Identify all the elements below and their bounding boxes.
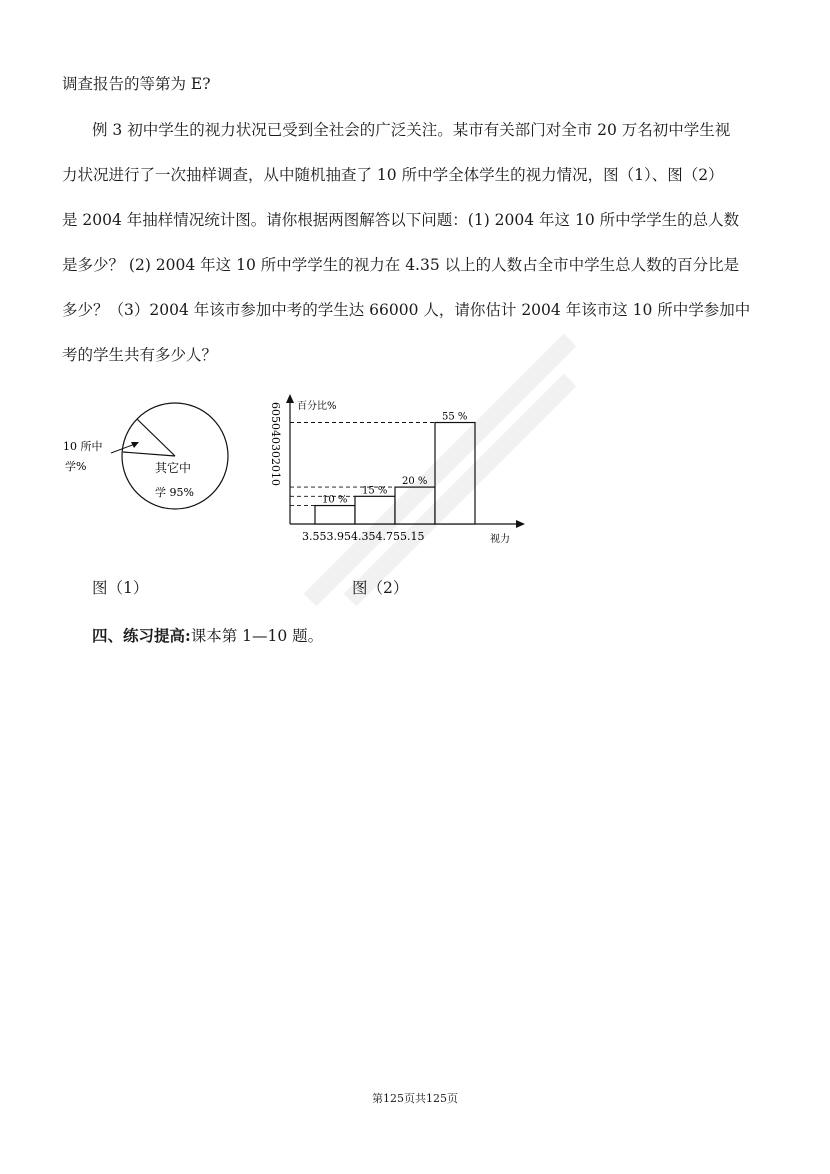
example-line-3: 是 2004 年抽样情况统计图。请你根据两图解答以下问题：(1) 2004 年这 10 所中学学生的总人数 [62, 211, 740, 229]
bar-4.75-5.15 [435, 423, 475, 524]
bar-chart-figure-2 [260, 390, 560, 550]
bar-3.55-3.95 [315, 506, 355, 524]
bar-4.35-4.75 [395, 487, 435, 524]
x-axis-arrow-icon [516, 520, 525, 528]
y-tick-labels: 605040302010 [269, 402, 282, 486]
x-axis-label: 视力 [490, 534, 510, 545]
bars [315, 423, 475, 524]
example-line-5: 多少？（3）2004 年该市参加中考的学生达 66000 人，请你估计 2004 年该市这 10 所中学参加中 [62, 301, 751, 319]
y-axis-arrow-icon [286, 394, 294, 403]
section-body: 课本第 1—10 题。 [190, 627, 324, 645]
section-4-practice [92, 624, 323, 646]
page-footer: 第125页共125页 [372, 1092, 458, 1105]
bar-data-label: 55 % [442, 411, 468, 423]
bar-data-label: 15 % [362, 485, 388, 497]
pie-label-big-2: 学 95% [155, 486, 194, 499]
example-line-4: 是多少？ (2) 2004 年这 10 所中学学生的视力在 4.35 以上的人数占全市中学生总人数的百分比是 [62, 256, 740, 274]
pie-chart-figure-1 [55, 392, 235, 522]
example-line-2: 力状况进行了一次抽样调查，从中随机抽查了 10 所中学全体学生的视力情况，图（1）、图（2） [62, 166, 724, 184]
pie-label-small-1: 10 所中 [63, 440, 103, 453]
example-line-6: 考的学生共有多少人？ [62, 346, 218, 364]
bar-data-label: 20 % [402, 476, 428, 488]
pie-label-small-2: 学% [65, 460, 87, 473]
bar-3.95-4.35 [355, 496, 395, 524]
section-heading: 四、练习提高: [92, 626, 191, 645]
bar-data-label: 10 % [322, 494, 348, 506]
line-survey-grade: 调查报告的等第为 E? [62, 75, 211, 93]
y-axis-label: 百分比% [297, 401, 337, 412]
example-3-paragraph [62, 120, 777, 390]
caption-figure-2: 图（2） [352, 579, 409, 597]
example-line-1: 例 3 初中学生的视力状况已受到全社会的广泛关注。某市有关部门对全市 20 万名初中学生视 [92, 121, 731, 139]
pie-label-big-1: 其它中 [155, 461, 192, 475]
caption-figure-1: 图（1） [92, 579, 149, 597]
x-tick-labels: 3.553.954.354.755.15 [302, 530, 425, 543]
